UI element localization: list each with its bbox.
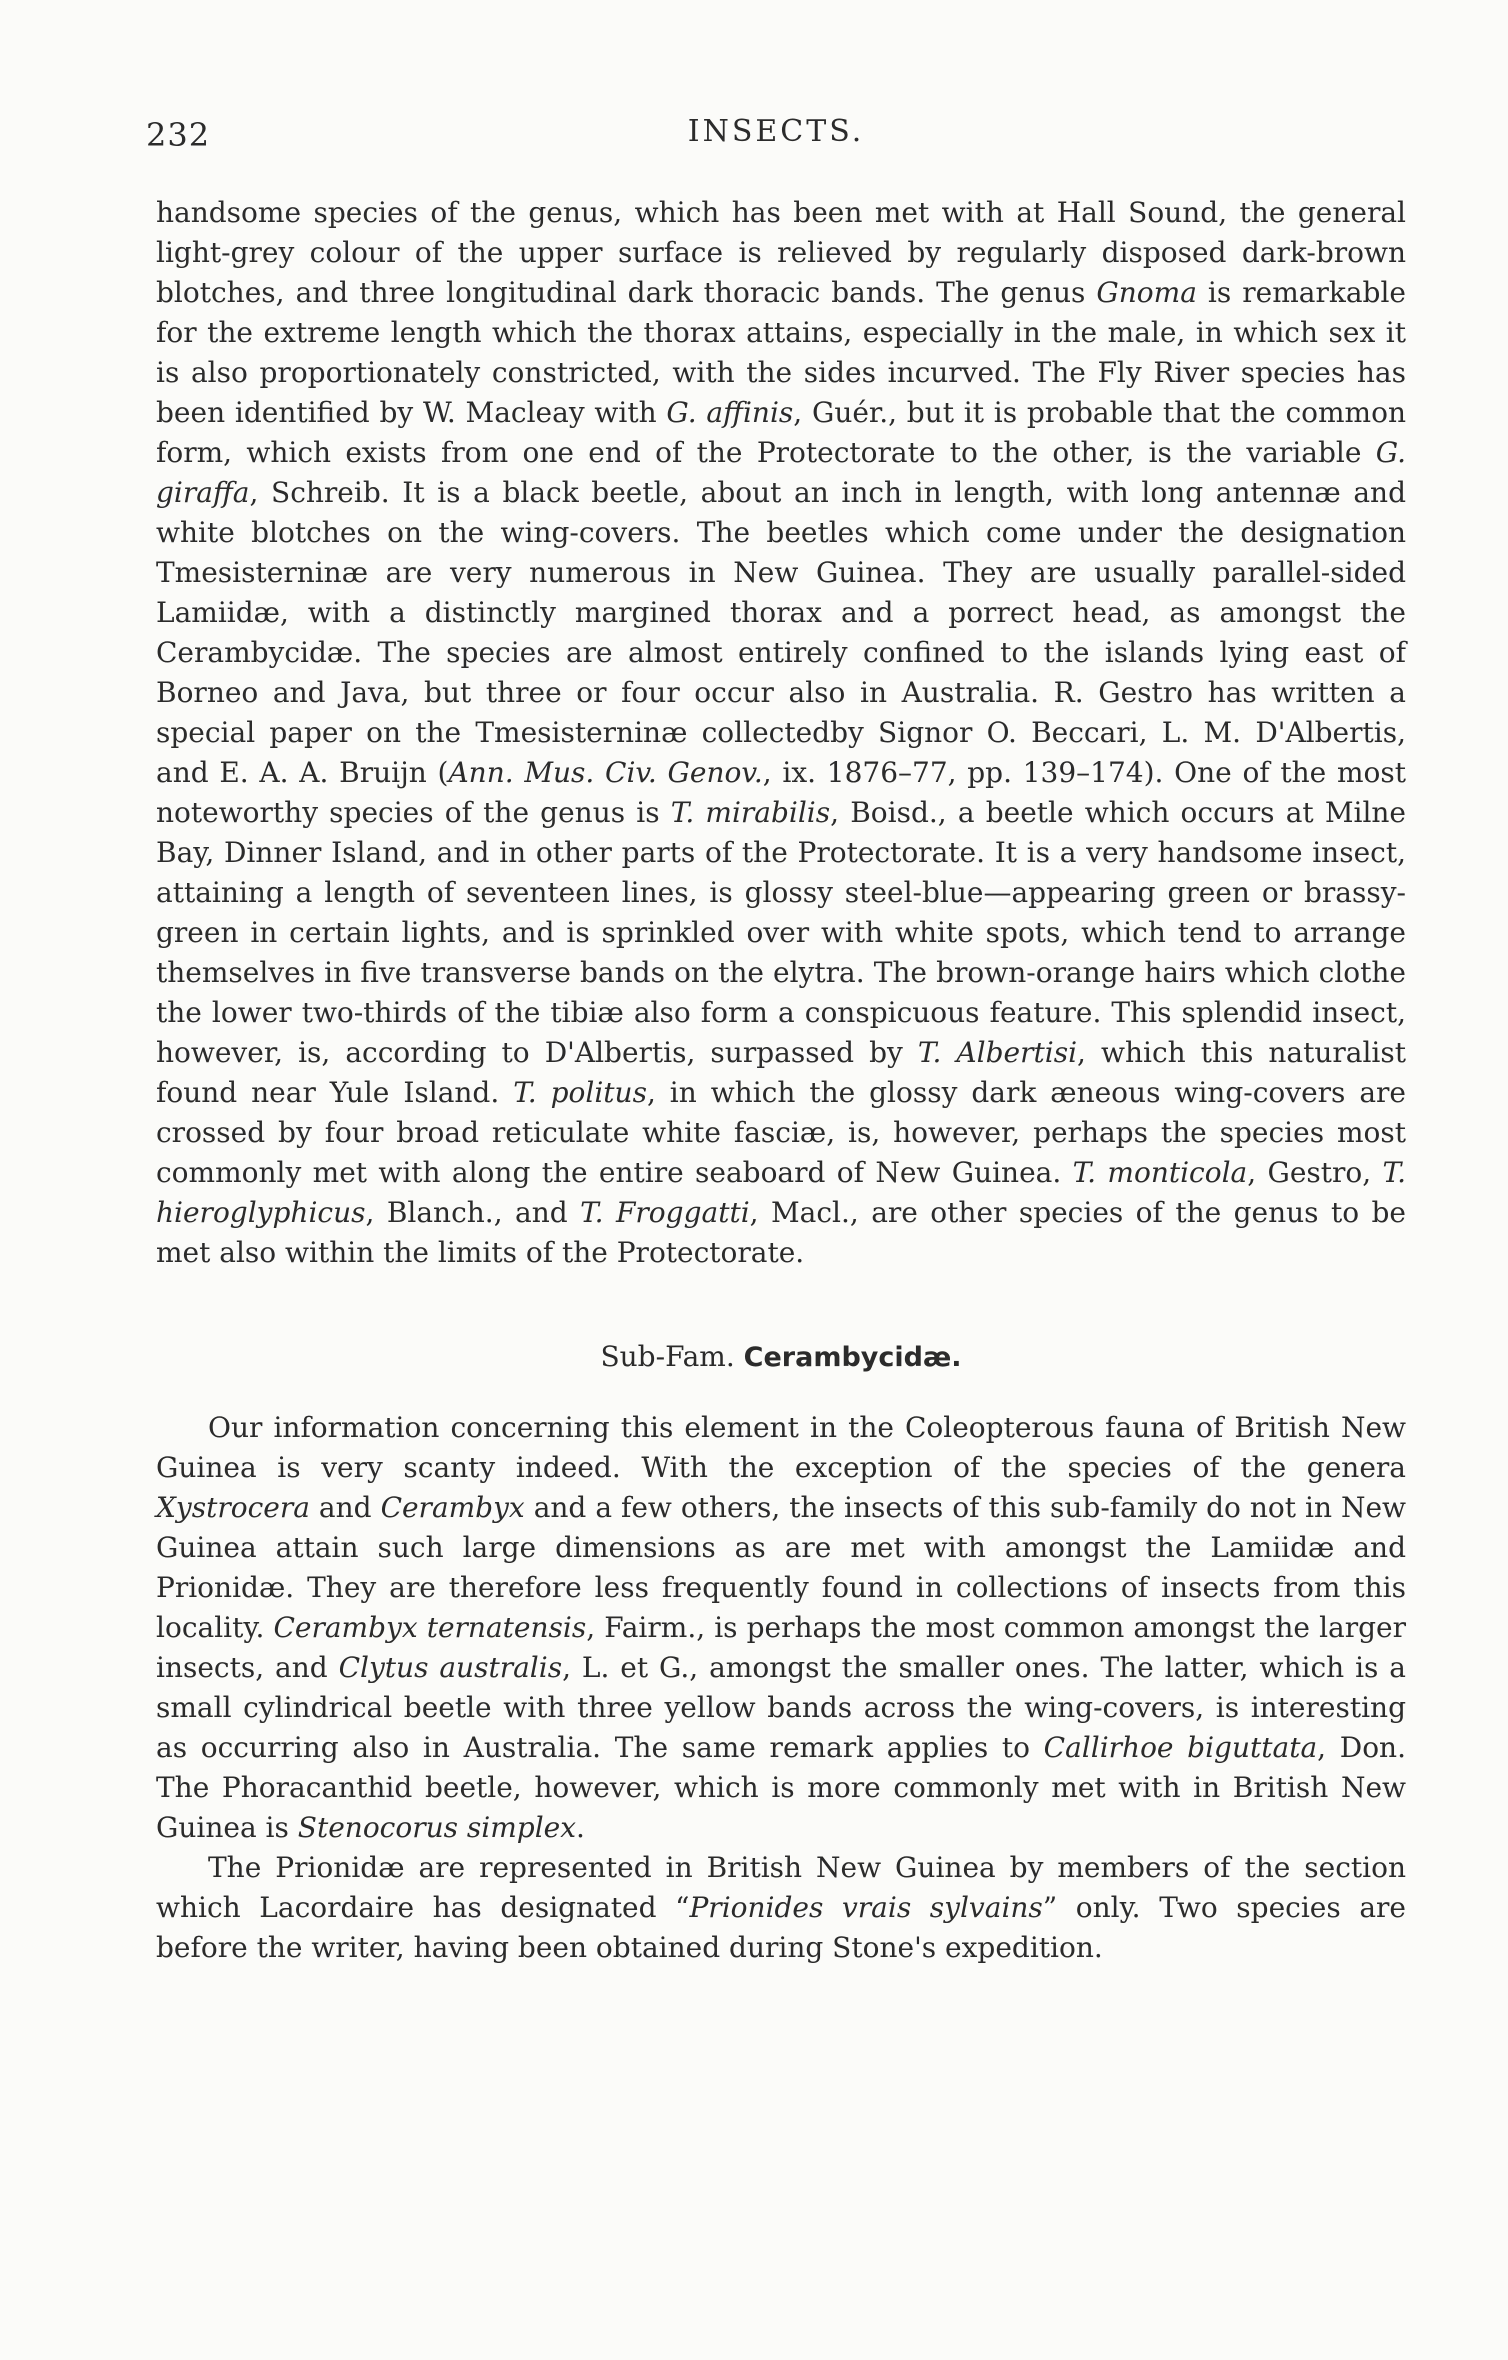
- running-head: INSECTS.: [687, 114, 865, 149]
- section-family: Cerambycidæ.: [743, 1342, 962, 1373]
- species-name: Cerambyx ternatensis: [273, 1611, 587, 1644]
- text-run: , which this naturalist found near Yule Island.: [156, 1036, 1406, 1109]
- text-run: .: [576, 1811, 585, 1844]
- text-run: , Macl., are other species of the genus to be met also within the limits of the Protectorate.: [156, 1196, 1406, 1269]
- text-run: , ix. 1876–77, pp. 139–174). One of the most noteworthy species of the genus is: [156, 756, 1406, 829]
- paragraph-cerambycidae: [156, 1408, 1406, 1848]
- species-name: T. Albertisi: [917, 1036, 1078, 1069]
- species-name: Clytus australis: [338, 1651, 563, 1684]
- text-run: , Blanch., and: [365, 1196, 581, 1229]
- paragraph-tmesisterninae: [156, 193, 1406, 1273]
- text-run: , Boisd., a beetle which occurs at Milne Bay, Dinner Island, and in other parts of the Protectorate. It is a very handsome insect, attaining a length of seventeen lines, is glossy steel-blue—appearing green or brassy-green in certain lights, and is sprinkled over with white spots, which tend to arrange themselves in five transverse bands on the elytra. The brown-orange hairs which clothe the lower two-thirds of the tibiæ also form a conspicuous feature. This splendid insect, however, is, according to D'Albertis, surpassed by: [156, 796, 1406, 1069]
- section-heading: [156, 1337, 1406, 1378]
- page-number: 232: [146, 116, 211, 154]
- text-run: , Don. The Phoracanthid beetle, however, which is more commonly met with in British New Guinea is: [156, 1731, 1406, 1844]
- text-run: and a few others, the insects of this sub-family do not in New Guinea attain such large dimensions as are met with amongst the Lamiidæ and Prionidæ. They are therefore less frequently found in collections of insects from this locality.: [156, 1491, 1406, 1644]
- species-name: Callirhoe biguttata: [1043, 1731, 1318, 1764]
- genus-name: Gnoma: [1096, 276, 1197, 309]
- species-name: T. politus: [513, 1076, 647, 1109]
- species-name: T. Froggatti: [580, 1196, 750, 1229]
- text-run: , in which the glossy dark æneous wing-covers are crossed by four broad reticulate white fasciæ, is, however, perhaps the species most commonly met with along the entire seaboard of New Guinea.: [156, 1076, 1406, 1189]
- species-name: T. mirabilis: [670, 796, 831, 829]
- species-name: T. monticola: [1072, 1156, 1248, 1189]
- text-run: handsome species of the genus, which has been met with at Hall Sound, the general light-grey colour of the upper surface is relieved by regularly disposed dark-brown blotches, and three longitudinal dark thoracic bands. The genus: [156, 196, 1406, 309]
- text-run: is remarkable for the extreme length which the thorax attains, especially in the male, in which sex it is also proportionately constricted, with the sides incurved. The Fly River species has been identified by W. Macleay with: [156, 276, 1406, 429]
- text-run: , Schreib. It is a black beetle, about an inch in length, with long antennæ and white blotches on the wing-covers. The beetles which come under the designation Tmesisterninæ are very numerous in New Guinea. They are usually parallel-sided Lamiidæ, with a distinctly margined thorax and a porrect head, as amongst the Cerambycidæ. The species are almost entirely confined to the islands lying east of Borneo and Java, but three or four occur also in Australia. R. Gestro has written a special paper on the Tmesisterninæ collectedby Signor O. Beccari, L. M. D'Albertis, and E. A. A. Bruijn (: [156, 476, 1406, 789]
- page-body: [156, 193, 1406, 1968]
- paragraph-prionidae: [156, 1848, 1406, 1968]
- page-header: [146, 110, 1406, 160]
- text-run: , Fairm., is perhaps the most common amongst the larger insects, and: [156, 1611, 1406, 1684]
- genus-name: Xystrocera: [156, 1491, 310, 1524]
- genus-name: Cerambyx: [380, 1491, 525, 1524]
- text-run: The Prionidæ are represented in British New Guinea by members of the section which Lacordaire has designated “: [156, 1851, 1406, 1924]
- text-run: , Guér., but it is probable that the common form, which exists from one end of the Protectorate to the other, is the variable: [156, 396, 1406, 469]
- species-name: T. hieroglyphicus: [156, 1156, 1407, 1229]
- text-run: , Gestro,: [1247, 1156, 1383, 1189]
- publication-title: Ann. Mus. Civ. Genov.: [448, 756, 763, 789]
- text-run: ” only. Two species are before the writer, having been obtained during Stone's expedition.: [156, 1891, 1406, 1964]
- species-name: Stenocorus simplex: [297, 1811, 577, 1844]
- text-run: Our information concerning this element in the Coleopterous fauna of British New Guinea is very scanty indeed. With the exception of the species of the genera: [156, 1411, 1406, 1484]
- species-name: G. affinis: [666, 396, 794, 429]
- text-run: and: [309, 1491, 381, 1524]
- section-name: Prionides vrais sylvains: [689, 1891, 1043, 1924]
- species-name: G. giraffa: [156, 436, 1406, 509]
- section-label: Sub-Fam.: [600, 1340, 735, 1373]
- text-run: , L. et G., amongst the smaller ones. The latter, which is a small cylindrical beetle with three yellow bands across the wing-covers, is interesting as occurring also in Australia. The same remark applies to: [156, 1651, 1406, 1764]
